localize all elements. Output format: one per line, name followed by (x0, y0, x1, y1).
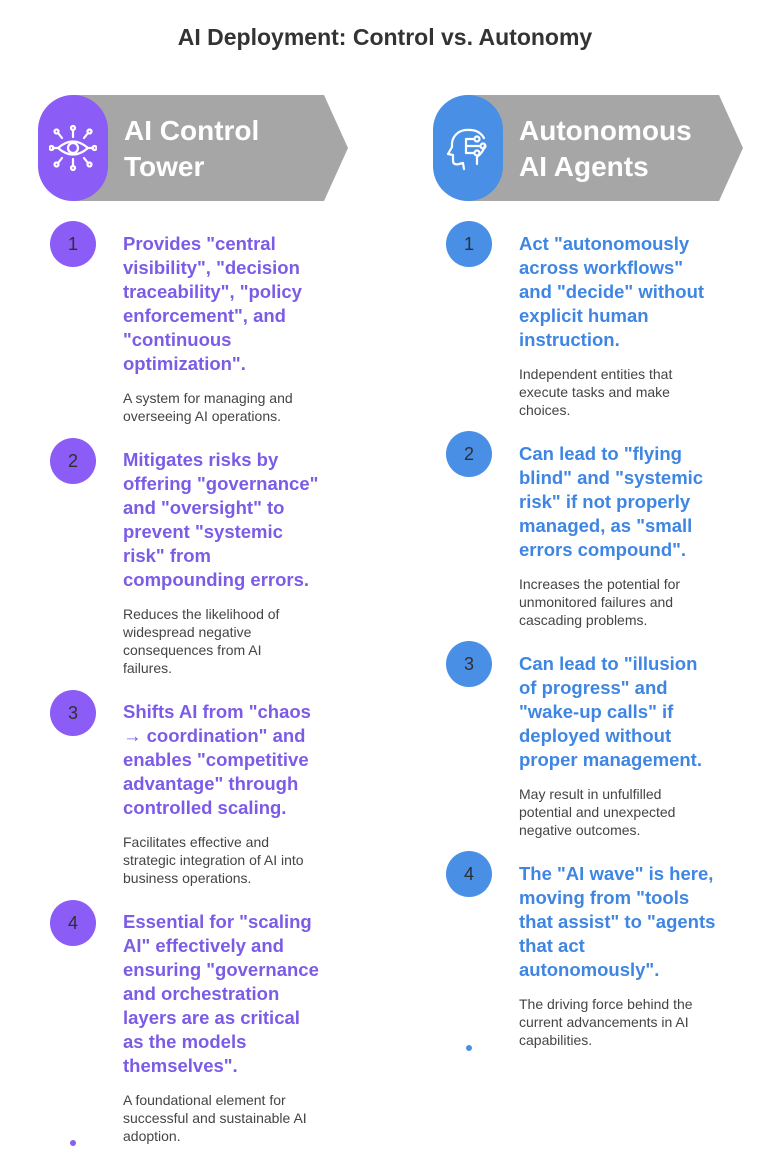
step-heading (123, 448, 333, 592)
diagram-title: AI Deployment: Control vs. Autonomy (177, 24, 593, 50)
autonomous-agents-step-1 (519, 232, 729, 419)
heading-line: that act (519, 935, 585, 956)
desc-line: choices. (519, 402, 571, 418)
desc-line: business operations. (123, 870, 252, 886)
desc-line: widespread negative (123, 624, 252, 640)
autonomous-agents-step-3 (519, 652, 729, 839)
step-number: 2 (463, 443, 474, 464)
control-tower-step-1 (123, 232, 333, 425)
heading-line: Mitigates risks by (123, 449, 279, 470)
heading-line: blind" and "systemic (519, 467, 704, 488)
desc-line: The driving force behind the (519, 996, 693, 1012)
step-description (123, 1091, 333, 1145)
step-heading (123, 700, 333, 820)
desc-line: capabilities. (519, 1032, 593, 1048)
step-number-circle (50, 690, 96, 736)
step-number-circle (50, 438, 96, 484)
step-heading (519, 862, 729, 982)
heading-line: Provides "central (123, 233, 276, 254)
heading-line: and "oversight" to (123, 497, 285, 518)
step-number: 4 (67, 912, 78, 933)
heading-line: as the models (123, 1031, 247, 1052)
desc-line: May result in unfulfilled (519, 786, 662, 802)
desc-line: A foundational element for (123, 1092, 286, 1108)
control-tower-step-4 (123, 910, 333, 1145)
column-end-dot (70, 1140, 76, 1146)
heading-line: AI" effectively and (123, 935, 284, 956)
heading-line: proper management. (519, 749, 702, 770)
autonomous-agents-step-2 (519, 442, 729, 629)
step-heading (123, 910, 333, 1078)
step-heading (123, 232, 333, 376)
heading-line: moving from "tools (519, 887, 690, 908)
heading-line: themselves". (123, 1055, 238, 1076)
eye-network-icon (49, 124, 97, 172)
autonomous-agents-step-4 (519, 862, 729, 1049)
control-tower-header (38, 95, 350, 201)
heading-line: traceability", "policy (123, 281, 302, 302)
heading-line: that assist" to "agents (519, 911, 716, 932)
control-tower-label (124, 113, 259, 185)
desc-line: A system for managing and (123, 390, 293, 406)
desc-line: current advancements in AI (519, 1014, 689, 1030)
step-description (123, 833, 333, 887)
desc-line: negative outcomes. (519, 822, 641, 838)
heading-line: and orchestration (123, 983, 280, 1004)
step-number-circle (446, 431, 492, 477)
step-number: 2 (67, 450, 78, 471)
heading-line: advantage" through (123, 773, 299, 794)
header-line: Autonomous (519, 115, 692, 146)
heading-line: instruction. (519, 329, 620, 350)
autonomous-agents-badge (433, 95, 503, 201)
heading-line: → coordination" and (123, 725, 306, 746)
step-number: 3 (67, 702, 78, 723)
step-description (123, 389, 333, 425)
heading-line: managed, as "small (519, 515, 693, 536)
desc-line: potential and unexpected (519, 804, 676, 820)
heading-line: ensuring "governance (123, 959, 319, 980)
step-description (519, 785, 729, 839)
desc-line: Reduces the likelihood of (123, 606, 280, 622)
control-tower-step-2 (123, 448, 333, 677)
heading-line: The "AI wave" is here, (519, 863, 714, 884)
step-heading (519, 442, 729, 562)
heading-line: and "decide" without (519, 281, 705, 302)
header-line: AI Control (124, 115, 260, 146)
step-description (123, 605, 333, 677)
header-line: Tower (124, 151, 205, 182)
step-number-circle (50, 221, 96, 267)
heading-line: visibility", "decision (123, 257, 300, 278)
step-number: 1 (67, 233, 78, 254)
heading-line: enables "competitive (123, 749, 309, 770)
desc-line: adoption. (123, 1128, 181, 1144)
step-number-circle (446, 641, 492, 687)
heading-line: compounding errors. (123, 569, 310, 590)
heading-line: "continuous (123, 329, 232, 350)
heading-line: Act "autonomously (519, 233, 690, 254)
heading-line: prevent "systemic (123, 521, 283, 542)
step-heading (519, 652, 729, 772)
heading-line: risk" from (123, 545, 211, 566)
step-number-circle (50, 900, 96, 946)
column-end-dot (466, 1045, 472, 1051)
heading-line: deployed without (519, 725, 672, 746)
autonomous-agents-header (433, 95, 745, 201)
step-description (519, 575, 729, 629)
step-heading (519, 232, 729, 352)
desc-line: strategic integration of AI into (123, 852, 304, 868)
autonomous-agents-label (519, 113, 692, 185)
step-number-circle (446, 221, 492, 267)
control-tower-step-3 (123, 700, 333, 887)
desc-line: cascading problems. (519, 612, 648, 628)
heading-line: optimization". (123, 353, 246, 374)
heading-line: Essential for "scaling (123, 911, 312, 932)
heading-line: errors compound". (519, 539, 687, 560)
heading-line: controlled scaling. (123, 797, 287, 818)
step-description (519, 995, 729, 1049)
heading-line: across workflows" (519, 257, 684, 278)
header-line: AI Agents (519, 151, 649, 182)
desc-line: failures. (123, 660, 173, 676)
desc-line: Increases the potential for (519, 576, 681, 592)
step-number: 3 (463, 653, 474, 674)
heading-line: enforcement", and (123, 305, 286, 326)
heading-line: Shifts AI from "chaos (123, 701, 311, 722)
desc-line: Independent entities that (519, 366, 673, 382)
desc-line: successful and sustainable AI (123, 1110, 307, 1126)
heading-line: risk" if not properly (519, 491, 691, 512)
desc-line: Facilitates effective and (123, 834, 270, 850)
desc-line: overseeing AI operations. (123, 408, 281, 424)
heading-line: Can lead to "illusion (519, 653, 698, 674)
heading-line: "wake-up calls" if (519, 701, 674, 722)
step-number: 4 (463, 863, 474, 884)
heading-line: Can lead to "flying (519, 443, 682, 464)
step-number: 1 (463, 233, 474, 254)
step-number-circle (446, 851, 492, 897)
heading-line: of progress" and (519, 677, 668, 698)
heading-line: offering "governance" (123, 473, 319, 494)
heading-line: autonomously". (519, 959, 660, 980)
ai-head-circuit-icon (444, 124, 492, 172)
desc-line: unmonitored failures and (519, 594, 674, 610)
desc-line: execute tasks and make (519, 384, 670, 400)
heading-line: layers are as critical (123, 1007, 300, 1028)
step-description (519, 365, 729, 419)
control-tower-badge (38, 95, 108, 201)
desc-line: consequences from AI (123, 642, 262, 658)
heading-line: explicit human (519, 305, 649, 326)
